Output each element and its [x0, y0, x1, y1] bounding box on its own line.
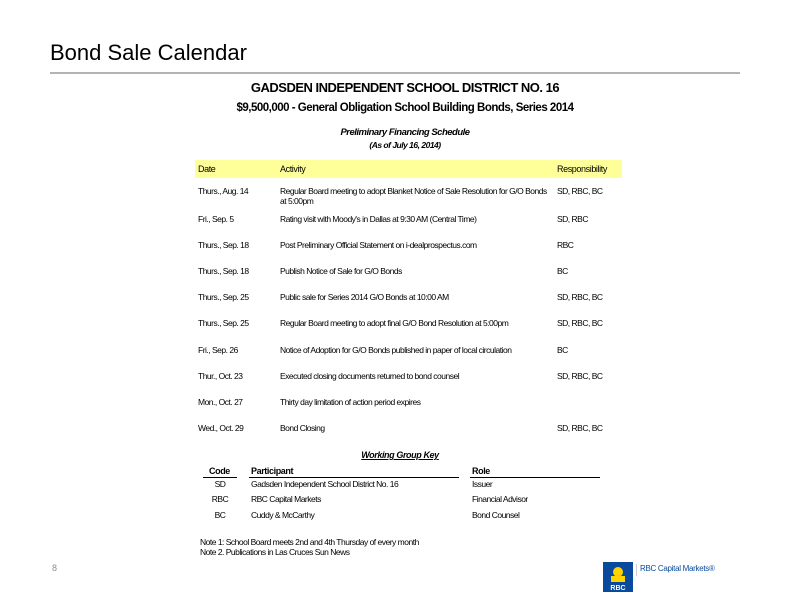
working-group-title: Working Group Key — [361, 450, 439, 460]
wg-participant: RBC Capital Markets — [251, 494, 321, 504]
row-date: Thurs., Sep. 18 — [198, 240, 249, 250]
page-number: 8 — [52, 563, 58, 573]
header-responsibility: Responsibility — [557, 164, 607, 174]
row-responsibility: SD, RBC, BC — [557, 318, 603, 328]
row-date: Fri., Sep. 26 — [198, 345, 238, 355]
row-date: Fri., Sep. 5 — [198, 214, 234, 224]
row-date: Thurs., Sep. 18 — [198, 266, 249, 276]
row-date: Thurs., Sep. 25 — [198, 318, 249, 328]
row-date: Mon., Oct. 27 — [198, 397, 243, 407]
note-2: Note 2. Publications in Las Cruces Sun News — [200, 547, 350, 557]
note-1: Note 1: School Board meets 2nd and 4th Thursday of every month — [200, 537, 419, 547]
row-activity: Regular Board meeting to adopt Blanket Notice of Sale Resolution for G/O Bonds at 5:00pm — [280, 186, 547, 206]
row-activity: Post Preliminary Official Statement on i-dealprospectus.com — [280, 240, 477, 250]
district-name: GADSDEN INDEPENDENT SCHOOL DISTRICT NO. 16 — [250, 80, 560, 95]
row-activity: Executed closing documents returned to bond counsel — [280, 371, 460, 381]
row-responsibility: RBC — [557, 240, 574, 250]
row-date: Thurs., Sep. 25 — [198, 292, 249, 302]
row-responsibility: SD, RBC, BC — [557, 186, 603, 196]
wg-role: Financial Advisor — [472, 494, 528, 504]
wg-participant: Gadsden Independent School District No. 16 — [251, 479, 399, 489]
wg-code: SD — [214, 479, 226, 489]
row-date: Wed., Oct. 29 — [198, 423, 244, 433]
wg-header-code: Code — [209, 466, 230, 476]
row-responsibility: SD, RBC, BC — [557, 423, 603, 433]
header-date: Date — [198, 164, 216, 174]
row-activity: Rating visit with Moody's in Dallas at 9:30 AM (Central Time) — [280, 214, 477, 224]
bond-title: $9,500,000 - General Obligation School Building Bonds, Series 2014 — [236, 102, 574, 114]
wg-role: Issuer — [472, 479, 493, 489]
as-of-date: (As of July 16, 2014) — [369, 140, 441, 150]
logo-separator — [636, 564, 637, 576]
row-activity: Regular Board meeting to adopt final G/O Bond Resolution at 5:00pm — [280, 318, 509, 328]
header-activity: Activity — [280, 164, 306, 174]
row-responsibility: SD, RBC, BC — [557, 371, 603, 381]
wg-participant: Cuddy & McCarthy — [251, 510, 315, 520]
rbc-capital-markets-wordmark: RBC Capital Markets® — [640, 564, 715, 573]
wg-participant-rule — [249, 477, 459, 478]
wg-header-participant: Participant — [251, 466, 294, 476]
row-activity: Bond Closing — [280, 423, 325, 433]
schedule-header-row — [195, 160, 622, 178]
row-responsibility: BC — [557, 345, 568, 355]
wg-code-rule — [203, 477, 237, 478]
logo-mark-text: RBC — [610, 585, 626, 592]
schedule-title: Preliminary Financing Schedule — [340, 127, 470, 138]
row-activity: Notice of Adoption for G/O Bonds published in paper of local circulation — [280, 345, 512, 355]
title-divider — [50, 72, 740, 74]
wg-role-rule — [470, 477, 600, 478]
row-activity: Public sale for Series 2014 G/O Bonds at 10:00 AM — [280, 292, 449, 302]
slide-title: Bond Sale Calendar — [50, 40, 247, 65]
rbc-logo-icon — [603, 562, 633, 592]
wg-role: Bond Counsel — [472, 510, 520, 520]
wg-header-role: Role — [472, 466, 490, 476]
row-activity: Thirty day limitation of action period expires — [280, 397, 421, 407]
wg-code: RBC — [211, 494, 229, 504]
wg-code: BC — [214, 510, 226, 520]
row-date: Thurs., Aug. 14 — [198, 186, 249, 196]
row-date: Thur., Oct. 23 — [198, 371, 243, 381]
row-activity: Publish Notice of Sale for G/O Bonds — [280, 266, 402, 276]
row-responsibility: BC — [557, 266, 568, 276]
row-responsibility: SD, RBC — [557, 214, 588, 224]
row-responsibility: SD, RBC, BC — [557, 292, 603, 302]
